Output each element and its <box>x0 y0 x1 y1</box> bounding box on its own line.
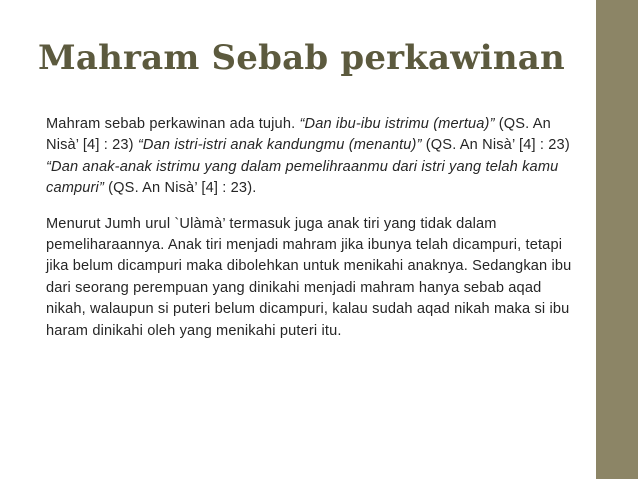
accent-bar <box>596 0 638 479</box>
paragraph-jumhur-opinion: Menurut Jumh urul `Ulàmà’ termasuk juga anak tiri yang tidak dalam pemeliharaannya. Anak tiri menjadi mahram jika ibunya telah dicampuri, tetapi jika belum dicampuri maka dibolehkan untuk menikahi anaknya. Sedangkan ibu dari seorang perempuan yang dinikahi menjadi mahram hanya sebab aqad nikah, walaupun si puteri belum dicampuri, kalau sudah aqad nikah maka si ibu haram dinikahi oleh yang menikahi puteri itu. <box>46 215 572 339</box>
paragraph-text: Mahram sebab perkawinan ada tujuh. <box>46 116 300 132</box>
quran-quote: “Dan ibu-ibu istrimu (mertua)” <box>299 116 495 132</box>
verse-reference: (QS. An Nisà’ [4] : 23) <box>46 116 551 154</box>
quran-quote: “Dan anak-anak istrimu yang dalam pemelihraanmu dari istri yang telah kamu campuri” <box>46 158 559 197</box>
verse-reference: (QS. An Nisà’ [4] : 23) <box>421 137 570 154</box>
slide-body <box>46 114 580 342</box>
verse-reference: (QS. An Nisà’ [4] : 23). <box>103 180 257 197</box>
slide-title: Mahram Sebab perkawinan <box>38 38 565 78</box>
paragraph-mahram-list <box>46 114 580 200</box>
quran-quote: “Dan istri-istri anak kandungmu (menantu)” <box>137 137 422 154</box>
